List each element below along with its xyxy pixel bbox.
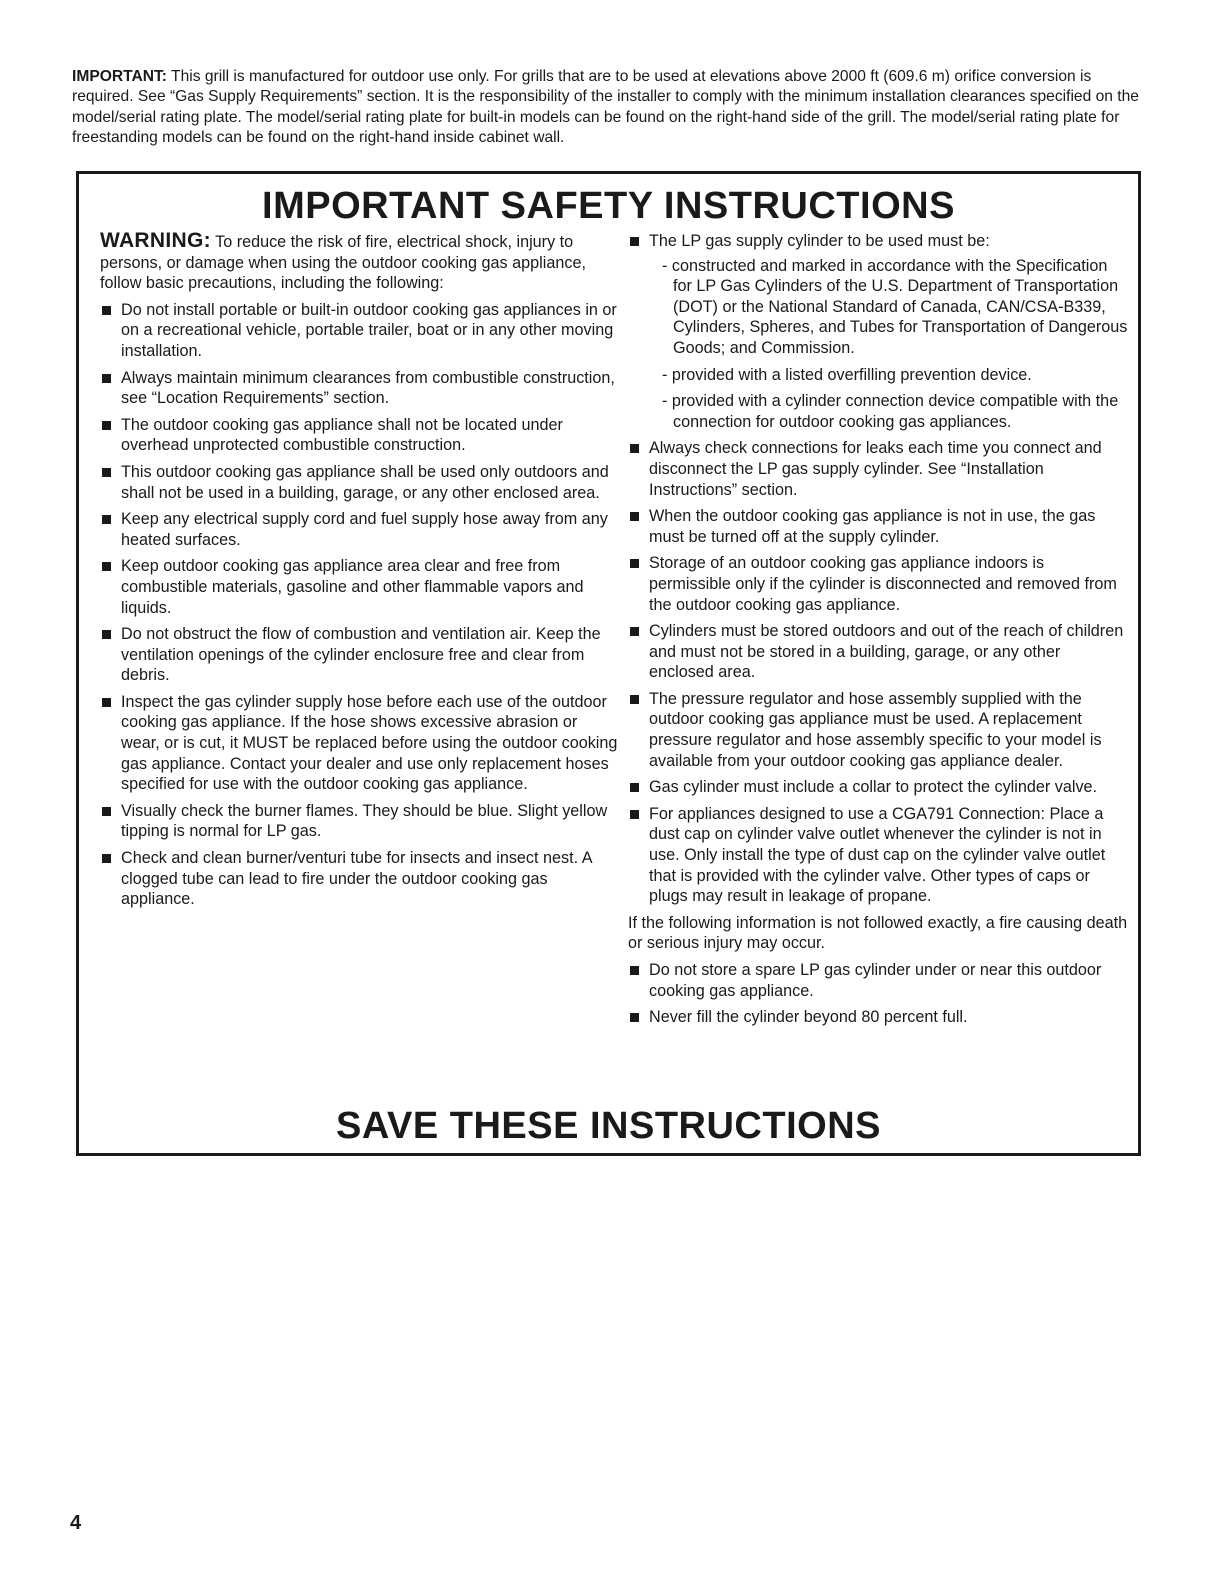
- sub-list-item: - constructed and marked in accordance with the Specification for LP Gas Cylinders of the U.S. Department of Transportation (DOT) or the National Standard of Canada, CAN/CSA-B339, Cylinders, Spheres, and Tubes for Transportation of Dangerous Goods; and Commission.: [662, 256, 1128, 357]
- left-bullet-list: [100, 300, 620, 910]
- list-item: Always maintain minimum clearances from combustible construction, see “Location Requirements” section.: [100, 368, 620, 409]
- safety-title: IMPORTANT SAFETY INSTRUCTIONS: [262, 185, 955, 227]
- right-bullet-list: [628, 231, 1128, 907]
- list-item: Keep outdoor cooking gas appliance area clear and free from combustible materials, gasoline and other flammable vapors and liquids.: [100, 556, 620, 618]
- intro-paragraph: [72, 67, 1152, 148]
- safety-instructions-box: [76, 171, 1141, 1156]
- list-item: When the outdoor cooking gas appliance is not in use, the gas must be turned off at the supply cylinder.: [628, 506, 1128, 547]
- cylinder-requirements-lead: The LP gas supply cylinder to be used must be:: [649, 232, 990, 250]
- intro-label: IMPORTANT:: [72, 68, 167, 85]
- warning-text: To reduce the risk of fire, electrical shock, injury to persons, or damage when using the outdoor cooking gas appliance, follow basic precautions, including the following:: [100, 233, 586, 293]
- list-item: Do not obstruct the flow of combustion and ventilation air. Keep the ventilation openings of the cylinder enclosure free and clear from debris.: [100, 624, 620, 686]
- sub-list-item: - provided with a cylinder connection device compatible with the connection for outdoor cooking gas appliances.: [662, 392, 1119, 431]
- warning-paragraph: [100, 231, 620, 294]
- save-instructions-heading: SAVE THESE INSTRUCTIONS: [336, 1105, 881, 1147]
- list-item: Inspect the gas cylinder supply hose before each use of the outdoor cooking gas appliance. If the hose shows excessive abrasion or wear, or is cut, it MUST be replaced before using the outdoor cooking gas appliance. Contact your dealer and use only replacement hoses specified for use with the outdoor cooking gas appliance.: [100, 692, 620, 795]
- list-item: Always check connections for leaks each time you connect and disconnect the LP gas supply cylinder. See “Installation Instructions” section.: [628, 438, 1128, 500]
- list-item: Cylinders must be stored outdoors and out of the reach of children and must not be stored in a building, garage, or any other enclosed area.: [628, 621, 1128, 683]
- left-column: [100, 231, 620, 916]
- list-item: Visually check the burner flames. They should be blue. Slight yellow tipping is normal for LP gas.: [100, 801, 620, 842]
- list-item: This outdoor cooking gas appliance shall be used only outdoors and shall not be used in a building, garage, or any other enclosed area.: [100, 462, 620, 503]
- list-item: Never fill the cylinder beyond 80 percent full.: [628, 1007, 1128, 1028]
- list-item: Check and clean burner/venturi tube for insects and insect nest. A clogged tube can lead to fire under the outdoor cooking gas appliance.: [100, 848, 620, 910]
- warning-label: WARNING:: [100, 229, 211, 252]
- list-item: Do not store a spare LP gas cylinder under or near this outdoor cooking gas appliance.: [628, 960, 1128, 1001]
- list-item: Storage of an outdoor cooking gas appliance indoors is permissible only if the cylinder is disconnected and removed from the outdoor cooking gas appliance.: [628, 553, 1128, 615]
- intro-text: This grill is manufactured for outdoor use only. For grills that are to be used at elevations above 2000 ft (609.6 m) orifice conversion is required. See “Gas Supply Requirements” section. It is the responsibility of the installer to comply with the minimum installation clearances specified on the model/serial rating plate. The model/serial rating plate for built-in models can be found on the right-hand side of the grill. The model/serial rating plate for freestanding models can be found on the right-hand inside cabinet wall.: [72, 68, 1139, 146]
- list-item: The pressure regulator and hose assembly supplied with the outdoor cooking gas appliance must be used. A replacement pressure regulator and hose assembly specific to your model is available from your outdoor cooking gas appliance dealer.: [628, 689, 1128, 771]
- list-item: The outdoor cooking gas appliance shall not be located under overhead unprotected combustible construction.: [100, 415, 620, 456]
- list-item: Do not install portable or built-in outdoor cooking gas appliances in or on a recreational vehicle, portable trailer, boat or in any other moving installation.: [100, 300, 620, 362]
- followup-paragraph: If the following information is not followed exactly, a fire causing death or serious injury may occur.: [628, 913, 1128, 953]
- cylinder-requirements-sublist: [649, 256, 1128, 433]
- final-bullet-list: [628, 960, 1128, 1028]
- list-item-cylinder-requirements: [628, 231, 1128, 432]
- sub-list-item: - provided with a listed overfilling prevention device.: [662, 365, 1032, 384]
- page-number: 4: [70, 1512, 82, 1534]
- list-item: Keep any electrical supply cord and fuel supply hose away from any heated surfaces.: [100, 509, 620, 550]
- list-item: For appliances designed to use a CGA791 Connection: Place a dust cap on cylinder valve outlet whenever the cylinder is not in use. Only install the type of dust cap on the cylinder valve outlet that is provided with the cylinder valve. Other types of caps or plugs may result in leakage of propane.: [628, 804, 1128, 907]
- right-column: [628, 231, 1128, 1034]
- list-item: Gas cylinder must include a collar to protect the cylinder valve.: [628, 777, 1128, 798]
